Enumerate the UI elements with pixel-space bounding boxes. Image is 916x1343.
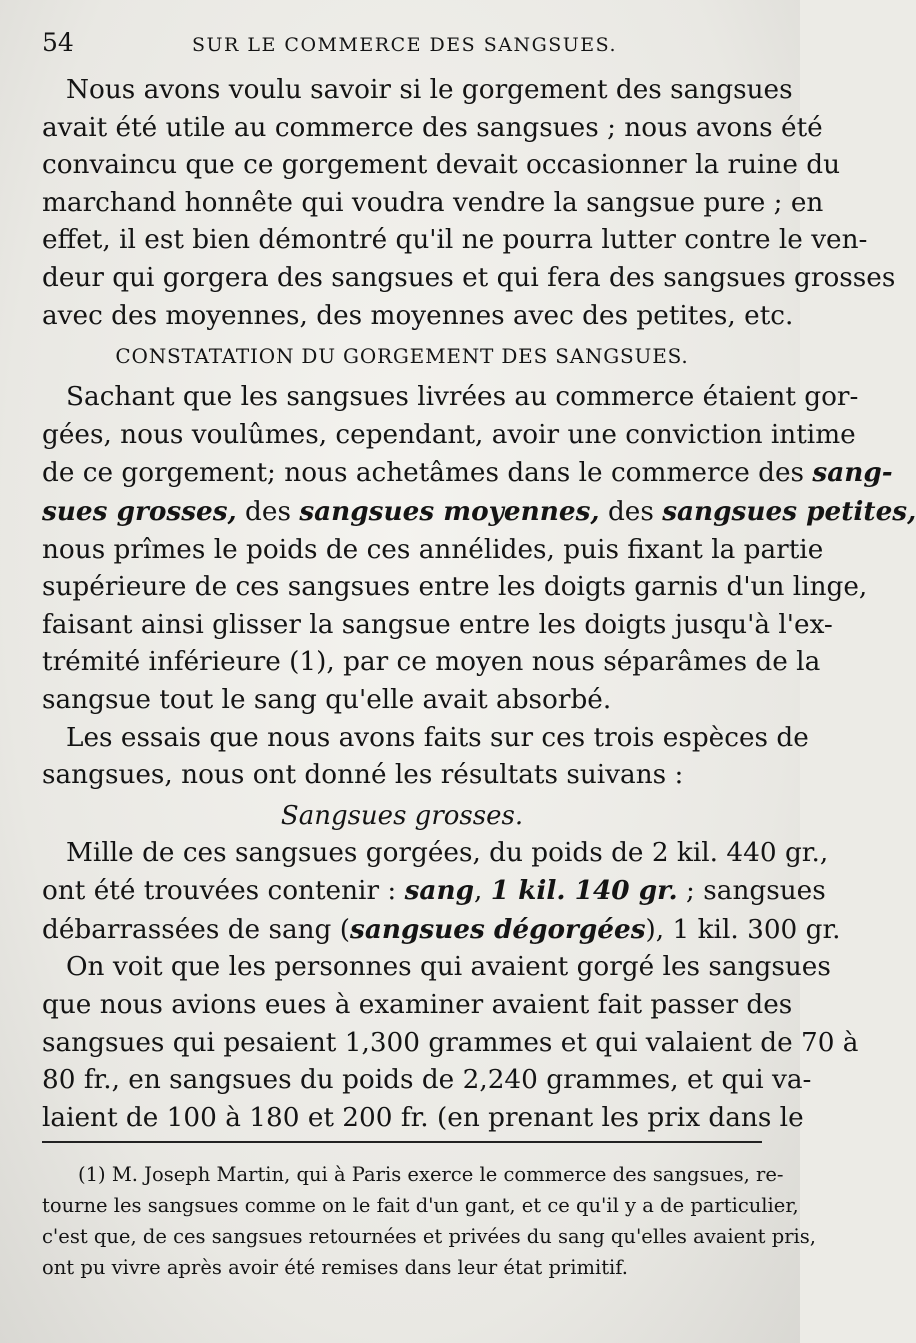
paragraph-essais [42,720,809,795]
text-line: trémité inférieure (1), par ce moyen nous séparâmes de la [42,647,821,678]
text-line: Les essais que nous avons faits sur ces trois espèces de [66,722,809,753]
text-run: de ce gorgement; nous achetâmes dans le commerce des [42,458,813,489]
running-title: SUR LE COMMERCE DES SANGSUES. [192,34,618,56]
text-line: supérieure de ces sangsues entre les doigts garnis d'un linge, [42,572,868,603]
text-run: des [236,496,300,527]
text-run: des [599,496,663,527]
text-line [42,911,841,950]
text-line: 80 fr., en sangsues du poids de 2,240 grammes, et qui va- [42,1065,812,1096]
page-number: 54 [42,28,74,57]
text-line: faisant ainsi glisser la sangsue entre les doigts jusqu'à l'ex- [42,609,833,640]
text-line: nous prîmes le poids de ces annélides, puis fixant la partie [42,534,824,565]
text-line: effet, il est bien démontré qu'il ne pourra lutter contre le ven- [42,225,868,256]
italic-term: sues grosses, [42,495,237,527]
text-line [42,454,893,493]
paragraph-constatation [42,379,916,719]
italic-term: 1 kil. 140 gr. [490,875,678,907]
footnote-line: tourne les sangsues comme on le fait d'un gant, et ce qu'il y a de particulier, [42,1194,799,1218]
text-line: Nous avons voulu savoir si le gorgement des sangsues [66,75,793,105]
subheading-sangsues-grosses: Sangsues grosses. [280,800,524,831]
page-header [42,28,762,72]
text-line [42,872,826,911]
text-line: gées, nous voulûmes, cependant, avoir une conviction intime [42,419,856,450]
text-line: avait été utile au commerce des sangsues ; nous avons été [42,112,823,143]
italic-term: sang- [812,457,893,489]
footnote-line: ont pu vivre après avoir été remises dans leur état primitif. [42,1256,628,1280]
italic-term: sangsues dégorgées [350,913,646,945]
text-line: marchand honnête qui voudra vendre la sangsue pure ; en [42,187,824,218]
text-line: laient de 100 à 180 et 200 fr. (en prenant les prix dans le [42,1102,804,1133]
text-line: avec des moyennes, des moyennes avec des petites, etc. [42,300,794,331]
text-line: sangsues, nous ont donné les résultats suivans : [42,760,684,791]
footnote [42,1159,816,1283]
text-line: sangsue tout le sang qu'elle avait absorbé. [42,684,612,715]
paragraph-gorgement-commerce [42,72,896,335]
footnote-line: (1) M. Joseph Martin, qui à Paris exerce le commerce des sangsues, re- [78,1163,784,1187]
italic-term: sangsues moyennes, [299,495,600,527]
text-line: On voit que les personnes qui avaient gorgé les sangsues [66,952,831,983]
footnote-divider [42,1141,762,1143]
text-run: ), 1 kil. 300 gr. [645,914,841,945]
paragraph-on-voit [42,949,859,1137]
text-run: ; sangsues [677,876,826,907]
text-line: Mille de ces sangsues gorgées, du poids de 2 kil. 440 gr., [66,837,829,868]
text-line: convaincu que ce gorgement devait occasionner la ruine du [42,150,841,181]
text-line: deur qui gorgera des sangsues et qui fera des sangsues grosses [42,262,896,293]
text-line: Sachant que les sangsues livrées au commerce étaient gor- [66,382,859,413]
text-line: sangsues qui pesaient 1,300 grammes et qui valaient de 70 à [42,1027,859,1058]
section-heading: CONSTATATION DU GORGEMENT DES SANGSUES. [115,344,689,369]
paragraph-mille-sangsues [42,835,841,950]
footnote-line: c'est que, de ces sangsues retournées et privées du sang qu'elles avaient pris, [42,1225,816,1249]
italic-term: sangsues petites, [662,495,916,527]
text-run: , [473,876,491,907]
text-run: ont été trouvées contenir : [42,876,405,907]
italic-term: sang [404,875,474,907]
text-run: débarrassées de sang ( [42,914,351,945]
text-line: que nous avions eues à examiner avaient fait passer des [42,990,793,1021]
text-line [42,493,916,532]
